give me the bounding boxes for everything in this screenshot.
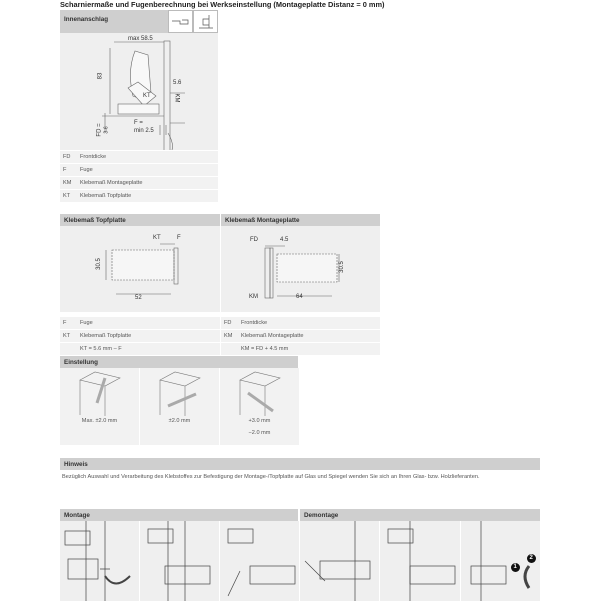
dim-width: 64 — [296, 294, 303, 300]
page-title: Scharniermaße und Fugenberechnung bei Werkseinstellung (Montageplatte Distanz = 0 mm) — [60, 0, 385, 9]
dim-fd-value: 3-6 — [103, 126, 110, 134]
montage-step-1 — [60, 521, 139, 601]
demontage-step-1 — [300, 521, 379, 601]
legend-row — [221, 329, 380, 342]
legend-key: KM — [63, 180, 72, 186]
einstellung-panel — [60, 356, 298, 445]
montageplatte-header: Klebemaß Montageplatte — [221, 214, 380, 226]
legend-row — [60, 150, 218, 163]
dim-height: 30.5 — [95, 258, 102, 270]
legend-key: F — [63, 167, 67, 173]
hinge-top-view-icon — [168, 10, 193, 33]
caption-depth-minus: −2.0 mm — [248, 430, 271, 436]
legend-value: Klebemaß Montageplatte — [80, 180, 143, 186]
dim-fd: FD = — [96, 123, 103, 137]
dim-fd: FD — [250, 237, 258, 243]
montageplatte-panel — [221, 214, 380, 355]
montage-step-3 — [220, 521, 299, 601]
legend-row — [60, 163, 218, 176]
demontage-panel — [300, 509, 540, 601]
legend-value: KM = FD + 4.5 mm — [241, 346, 289, 352]
demontage-step-3 — [461, 521, 540, 601]
hinweis-panel — [60, 458, 540, 485]
dim-5-6: 5.6 — [173, 80, 182, 86]
caption-height: Max. ±2.0 mm — [81, 418, 118, 424]
legend-key: F — [63, 320, 67, 326]
dim-max: max 58.5 — [128, 36, 153, 42]
legend-key: KM — [224, 333, 233, 339]
legend-row — [60, 189, 218, 202]
step-badge-1: 1 — [511, 563, 520, 572]
dim-width: 52 — [135, 295, 142, 301]
legend-row — [60, 176, 218, 189]
legend-value: Fuge — [80, 167, 93, 173]
dim-f: F = — [134, 120, 143, 126]
legend-value: Frontdicke — [80, 154, 107, 160]
legend-key: FD — [224, 320, 232, 326]
dim-kt: KT — [153, 235, 161, 241]
montage-step-2 — [140, 521, 219, 601]
demontage-header: Demontage — [300, 509, 540, 521]
innenanschlag-drawing — [60, 33, 218, 150]
legend-key: KT — [63, 333, 71, 339]
hinweis-header: Hinweis — [60, 458, 540, 470]
adjustment-side — [140, 368, 219, 445]
legend-value: Klebemaß Topfplatte — [80, 333, 132, 339]
adjustment-height — [60, 368, 139, 445]
adjustment-depth — [220, 368, 299, 445]
legend-value: KT = 5.6 mm – F — [80, 346, 122, 352]
hinge-side-view-icon — [193, 10, 218, 33]
legend-key: KT — [63, 193, 71, 199]
dim-km: KM — [249, 294, 258, 300]
topfplatte-panel — [60, 214, 220, 355]
einstellung-header: Einstellung — [60, 356, 298, 368]
legend-value: Frontdicke — [241, 320, 268, 326]
dim-kt: KT — [143, 93, 151, 99]
demontage-step-2 — [380, 521, 459, 601]
montageplatte-drawing — [221, 226, 380, 312]
legend-row — [221, 316, 380, 329]
innenanschlag-panel — [60, 10, 218, 202]
topfplatte-header: Klebemaß Topfplatte — [60, 214, 220, 226]
legend-value: Klebemaß Topfplatte — [80, 193, 132, 199]
caption-side: ±2.0 mm — [168, 418, 191, 424]
innenanschlag-header: Innenanschlag — [60, 10, 168, 33]
legend-key: FD — [63, 154, 71, 160]
dim-4-5: 4.5 — [280, 237, 289, 243]
montage-header: Montage — [60, 509, 298, 521]
step-badge-2: 2 — [527, 554, 536, 563]
dim-km: KM — [173, 93, 180, 103]
dim-fmin: min 2.5 — [134, 128, 154, 134]
legend-value: Fuge — [80, 320, 93, 326]
legend-row — [60, 342, 220, 355]
hinweis-text: Bezüglich Auswahl und Verarbeitung des Klebstoffes zur Befestigung der Montage-/Topfplatte auf Glas und Spiegel wenden Sie sich an Ihren Glas- bzw. Holzlieferanten. — [62, 474, 480, 480]
legend-row — [60, 316, 220, 329]
dim-f: F — [177, 235, 181, 241]
legend-row — [60, 329, 220, 342]
dim-height: 83 — [97, 72, 104, 80]
montage-panel — [60, 509, 298, 601]
legend-value: Klebemaß Montageplatte — [241, 333, 304, 339]
dim-height: 30.5 — [338, 261, 345, 273]
topfplatte-drawing — [60, 226, 220, 312]
caption-depth-plus: +3.0 mm — [248, 418, 271, 424]
legend-row — [221, 342, 380, 355]
